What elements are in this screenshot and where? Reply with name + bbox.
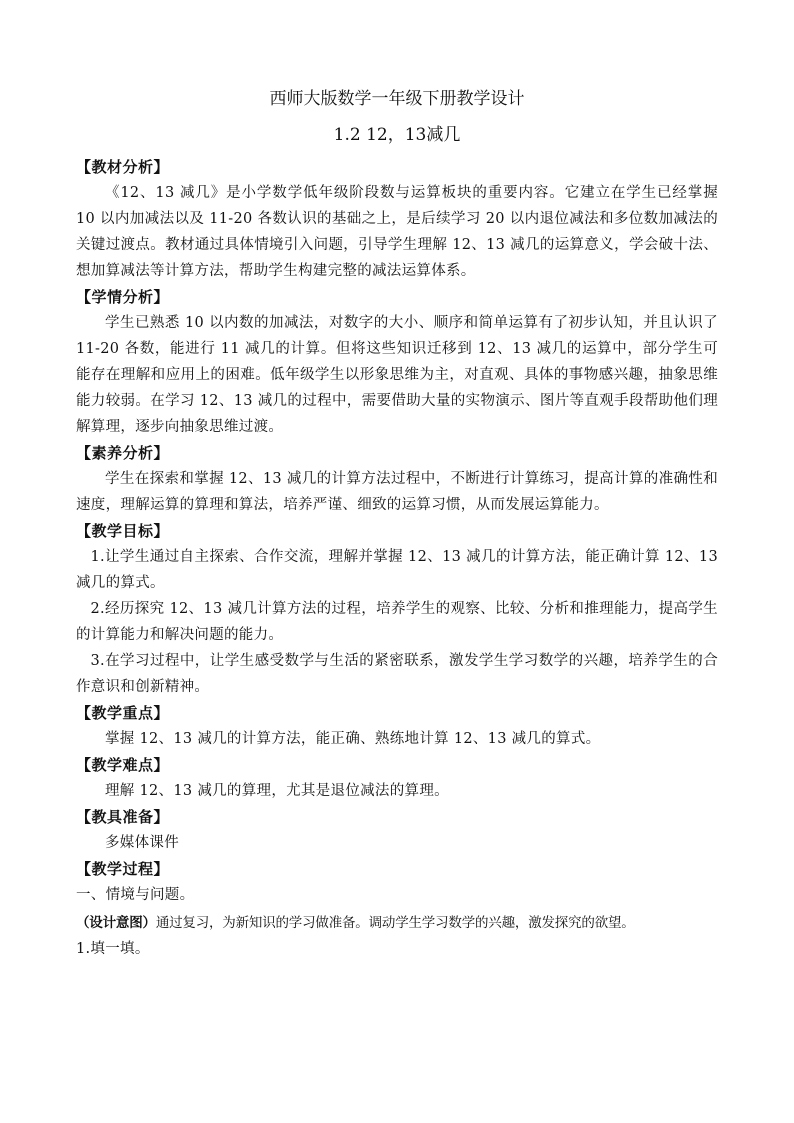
goal-item-2: 2.经历探究 12、13 减几计算方法的过程，培养学生的观察、比较、分析和推理能力，提高学生的计算能力和解决问题的能力。 bbox=[76, 601, 718, 643]
section-heading-difficulty: 【教学难点】 bbox=[76, 756, 170, 774]
section-heading-tools: 【教具准备】 bbox=[76, 808, 170, 826]
lesson-title: 1.2 12，13减几 bbox=[333, 125, 461, 145]
section-body-literacy: 学生在探索和掌握 12、13 减几的计算方法过程中，不断进行计算练习，提高计算的准确性和速度，理解运算的算理和算法，培养严谨、细致的运算习惯，从而发展运算能力。 bbox=[76, 471, 718, 513]
design-intent-note bbox=[76, 910, 718, 936]
section-heading-key: 【教学重点】 bbox=[76, 704, 170, 722]
section-body-textbook: 《12、13 减几》是小学数学低年级阶段数与运算板块的重要内容。它建立在学生已经掌握 10 以内加减法以及 11-20 各数认识的基础之上，是后续学习 20 以内退位减法和多位数加减法的关键过渡点。教材通过具体情境引入问题，引导学生理解 12、13 减几的运算意义，学会破十法、想加算减法等计算方法，帮助学生构建完整的减法运算体系。 bbox=[76, 185, 718, 279]
goal-item-3: 3.在学习过程中，让学生感受数学与生活的紧密联系，激发学生学习数学的兴趣，培养学生的合作意识和创新精神。 bbox=[76, 653, 718, 695]
section-heading-goals: 【教学目标】 bbox=[76, 522, 170, 540]
section-body-key: 掌握 12、13 减几的计算方法，能正确、熟练地计算 12、13 减几的算式。 bbox=[105, 731, 601, 747]
section-heading-learner: 【学情分析】 bbox=[76, 288, 170, 306]
goal-item-1: 1.让学生通过自主探索、合作交流，理解并掌握 12、13 减几的计算方法，能正确计算 12、13 减几的算式。 bbox=[76, 549, 718, 591]
section-heading-textbook: 【教材分析】 bbox=[76, 158, 170, 176]
section-heading-process: 【教学过程】 bbox=[76, 860, 170, 878]
design-intent-body: 通过复习，为新知识的学习做准备。调动学生学习数学的兴趣，激发探究的欲望。 bbox=[155, 915, 635, 931]
section-body-tools: 多媒体课件 bbox=[105, 835, 179, 851]
section-heading-literacy: 【素养分析】 bbox=[76, 444, 170, 462]
design-intent-label: （设计意图） bbox=[76, 915, 156, 931]
section-body-difficulty: 理解 12、13 减几的算理，尤其是退位减法的算理。 bbox=[105, 783, 449, 799]
process-item-1: 1.填一填。 bbox=[76, 941, 150, 957]
document-title: 西师大版数学一年级下册教学设计 bbox=[269, 89, 525, 109]
process-step-1: 一、情境与问题。 bbox=[76, 887, 195, 903]
section-body-learner: 学生已熟悉 10 以内数的加减法，对数字的大小、顺序和简单运算有了初步认知，并且认识了 11-20 各数，能进行 11 减几的计算。但将这些知识迁移到 12、13 减几的运算中，部分学生可能存在理解和应用上的困难。低年级学生以形象思维为主，对直观、具体的事物感兴趣，抽象思维能力较弱。在学习 12、13 减几的过程中，需要借助大量的实物演示、图片等直观手段帮助他们理解算理，逐步向抽象思维过渡。 bbox=[76, 315, 718, 435]
